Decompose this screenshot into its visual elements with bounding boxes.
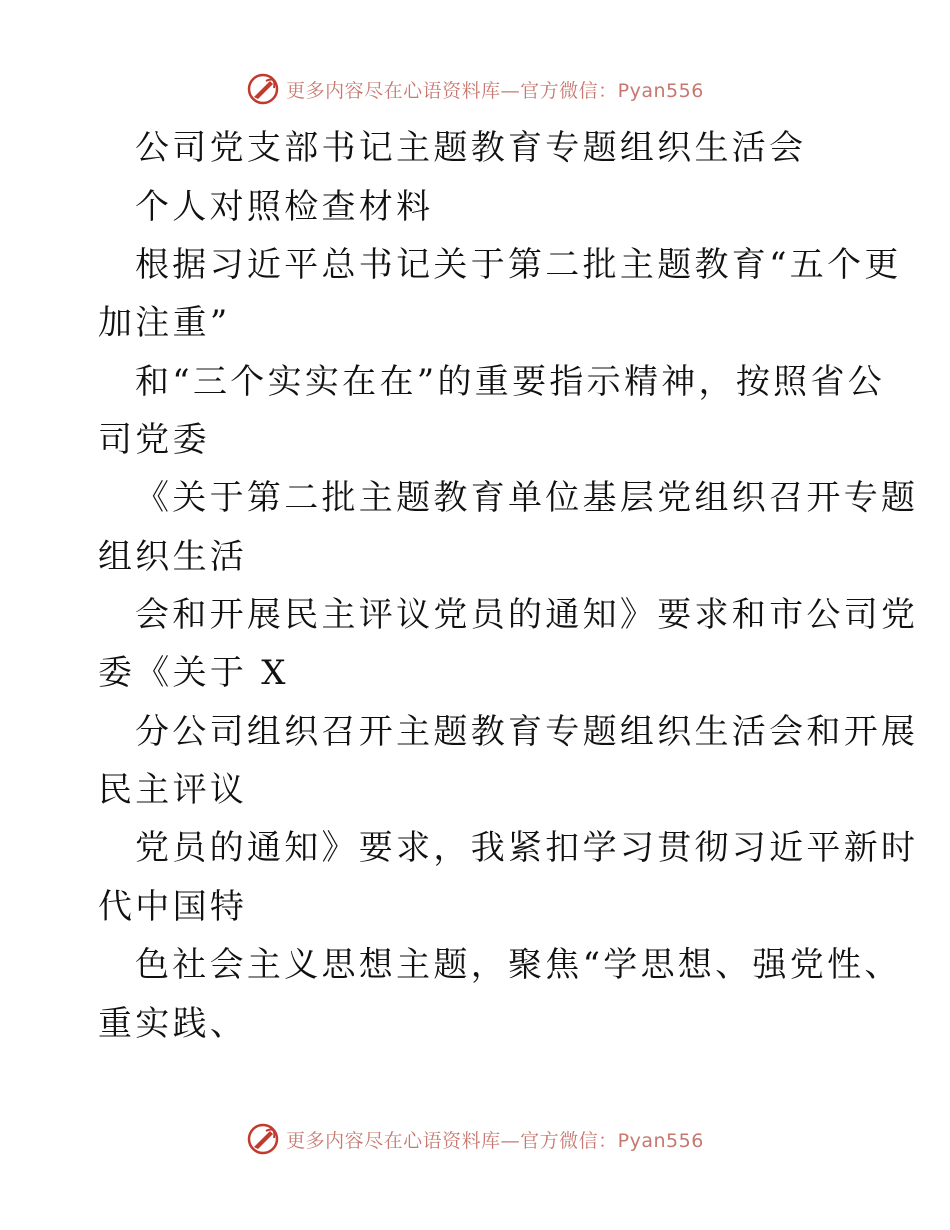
doc-line: 重实践、	[98, 1004, 248, 1044]
watermark-text-cn: 更多内容尽在心语资料库—官方微信：	[286, 79, 618, 102]
doc-line: 民主评议	[98, 770, 248, 810]
quill-logo-icon	[246, 72, 280, 106]
doc-subtitle: 个人对照检查材料	[135, 187, 434, 227]
watermark-text	[286, 76, 704, 103]
doc-line: 和“三个实实在在”的重要指示精神，按照省公	[135, 362, 886, 402]
doc-line: 加注重”	[98, 303, 231, 343]
doc-line: 分公司组织召开主题教育专题组织生活会和开展	[135, 712, 919, 752]
watermark-wechat-id: Pyan556	[617, 1129, 704, 1152]
doc-line: 委《关于 X	[98, 653, 289, 693]
header-watermark	[0, 72, 950, 106]
quill-logo-icon	[246, 1122, 280, 1156]
doc-line: 组织生活	[98, 537, 248, 577]
doc-line: 司党委	[98, 420, 210, 460]
doc-line: 根据习近平总书记关于第二批主题教育“五个更	[135, 245, 902, 285]
doc-line: 党员的通知》要求，我紧扣学习贯彻习近平新时	[135, 828, 919, 868]
doc-title: 公司党支部书记主题教育专题组织生活会	[135, 128, 807, 168]
watermark-text	[286, 1126, 704, 1153]
watermark-wechat-id: Pyan556	[617, 79, 704, 102]
footer-watermark	[0, 1122, 950, 1156]
watermark-text-cn: 更多内容尽在心语资料库—官方微信：	[286, 1129, 618, 1152]
doc-line: 代中国特	[98, 887, 248, 927]
doc-line: 《关于第二批主题教育单位基层党组织召开专题	[135, 478, 919, 518]
doc-line: 色社会主义思想主题，聚焦“学思想、强党性、	[135, 945, 902, 985]
doc-line: 会和开展民主评议党员的通知》要求和市公司党	[135, 595, 919, 635]
